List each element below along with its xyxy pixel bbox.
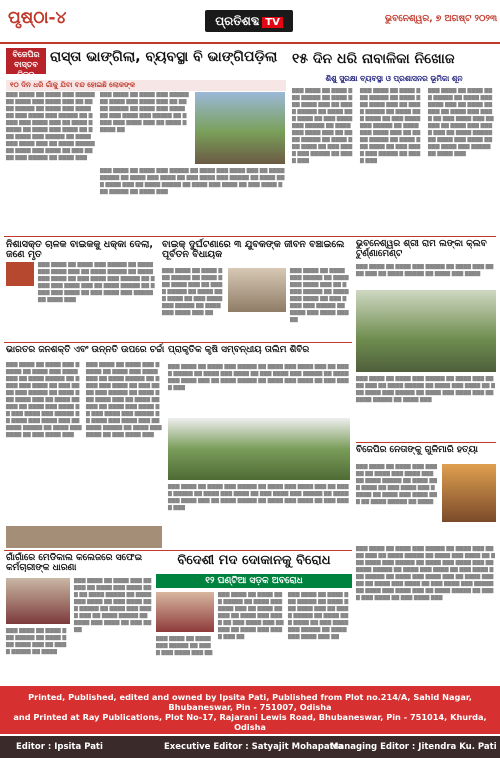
article-headline-4: ବାଇକ୍ ଦୁର୍ଘଟଣାରେ ୩ ଯୁବକଙ୍କ ଜୀବନ ବଞ୍ଚାଇଲେ ପୂର୍ବତନ ବିଧାୟକ [162, 239, 345, 261]
article-body-text: ▇▇▇ ▇▇▇▇ ▇▇ ▇▇▇▇ ▇▇▇ ▇▇▇▇▇ ▇▇ ▇▇▇▇ ▇▇▇ ▇▇▇▇ ▇▇▇ ▇▇ ▇▇▇▇ ▇▇▇▇▇ ▇▇ ▇▇▇▇ ▇▇▇ ▇▇▇▇ ▇▇ ▇▇▇ ▇▇▇▇ ▇▇▇ ▇▇▇▇▇ ▇▇ ▇▇▇▇ ▇▇▇ ▇▇▇▇ ▇▇▇ ▇▇ ▇▇▇▇ ▇▇▇▇▇ ▇▇ ▇▇▇▇ ▇▇▇ ▇▇▇▇ ▇▇ ▇▇▇ ▇▇▇▇ ▇▇▇ ▇▇▇▇▇ ▇▇ ▇▇▇▇ ▇▇▇ [100, 168, 285, 195]
executive-editor-credit: Executive Editor : Satyajit Mohapatra [164, 742, 344, 752]
article-tag: ବିଜେପିର ବାସ୍ତବ ଚିତ୍ର [6, 48, 46, 74]
imprint-line-1: Printed, Published, edited and owned by Ipsita Pati, Published from Plot no.214/A, Sahid Nagar, Bhubaneswar, Pin - 751007, Odisha [28, 692, 472, 712]
article-body-text: ▇▇▇ ▇▇▇▇ ▇▇ ▇▇▇▇ ▇▇▇ ▇▇▇▇▇ ▇▇ ▇▇▇▇ ▇▇▇ ▇▇▇▇ ▇▇▇ ▇▇ ▇▇▇▇ ▇▇▇▇▇ ▇▇ ▇▇▇▇ ▇▇▇ ▇▇▇▇ ▇▇ ▇▇▇ ▇▇▇▇ ▇▇▇ ▇▇▇▇▇ ▇▇ ▇▇▇▇ ▇▇▇ ▇▇▇▇ ▇▇▇ ▇▇ ▇▇▇▇ ▇▇▇▇▇ ▇▇ [100, 92, 189, 133]
section-divider [4, 342, 352, 343]
protest-photo [6, 578, 70, 624]
issue-date: ଭୁବନେଶ୍ୱର, ୭ ଅଗଷ୍ଟ ୨୦୨୩ [385, 14, 498, 24]
article-body-text: ▇▇▇ ▇▇▇▇ ▇▇ ▇▇▇▇ ▇▇▇ ▇▇▇▇▇ ▇▇ ▇▇▇▇ ▇▇▇ ▇▇▇▇ ▇▇▇ ▇▇ ▇▇▇▇ ▇▇▇▇▇ ▇▇ ▇▇▇▇ ▇▇▇ ▇▇▇▇ ▇▇ ▇▇▇ ▇▇▇▇ ▇▇▇ ▇▇▇▇▇ ▇▇ ▇▇▇▇ ▇▇▇ ▇▇▇▇ ▇▇▇ ▇▇ ▇▇▇▇ ▇▇▇▇▇ ▇▇ ▇▇▇▇ ▇▇▇ ▇▇▇▇ ▇▇ ▇▇▇ ▇▇▇▇ ▇▇▇ [168, 484, 349, 511]
article-body-text: ▇▇▇ ▇▇▇▇ ▇▇ ▇▇▇▇ ▇▇▇ ▇▇▇▇▇ ▇▇ ▇▇▇▇ ▇▇▇ ▇▇▇▇ ▇▇▇ ▇▇ ▇▇▇▇ ▇▇▇▇▇ ▇▇ ▇▇▇▇ ▇▇▇ ▇▇▇▇ ▇▇ ▇▇▇ ▇▇▇▇ ▇▇▇ ▇▇▇▇▇ ▇▇ ▇▇▇▇ ▇▇▇ ▇▇▇▇ ▇▇▇ ▇▇ [162, 268, 223, 316]
article-body-text: ▇▇▇ ▇▇▇▇ ▇▇ ▇▇▇▇ ▇▇▇ ▇▇▇▇▇ ▇▇ ▇▇▇▇ ▇▇▇ ▇▇▇▇ ▇▇▇ ▇▇ ▇▇▇▇ ▇▇▇▇▇ ▇▇ ▇▇▇▇ ▇▇▇ ▇▇▇▇ ▇▇ ▇▇▇ ▇▇▇▇ ▇▇▇ ▇▇▇▇▇ ▇▇ ▇▇▇▇ ▇▇▇ ▇▇▇▇ ▇▇▇ ▇▇ ▇▇▇▇ ▇▇▇▇▇ ▇▇ ▇▇▇▇ ▇▇▇ ▇▇▇▇ ▇▇ ▇▇▇ ▇▇▇▇ ▇▇▇ ▇▇▇▇▇ ▇▇ ▇▇▇▇ ▇▇▇ [38, 262, 155, 303]
article-body-text: ▇▇▇ ▇▇▇▇ ▇▇ ▇▇▇▇ ▇▇▇ ▇▇▇▇▇ ▇▇ ▇▇▇▇ ▇▇▇ ▇▇▇▇ ▇▇▇ ▇▇ ▇▇▇▇ ▇▇▇▇▇ ▇▇ ▇▇▇▇ ▇▇▇ ▇▇▇▇ ▇▇ ▇▇▇ ▇▇▇▇ ▇▇▇ ▇▇▇▇▇ ▇▇ ▇▇▇▇ ▇▇▇ ▇▇▇▇ ▇▇▇ ▇▇ [288, 592, 349, 640]
page-number-label: ପୃଷ୍ଠା-୪ [8, 8, 67, 28]
article-body-text: ▇▇▇ ▇▇▇▇ ▇▇ ▇▇▇▇ ▇▇▇ ▇▇▇▇▇ ▇▇ ▇▇▇▇ ▇▇▇ ▇▇▇▇ ▇▇▇ ▇▇ ▇▇▇▇ ▇▇▇▇▇ ▇▇ ▇▇▇▇ ▇▇▇ ▇▇▇▇ ▇▇ ▇▇▇ ▇▇▇▇ ▇▇▇ ▇▇▇▇▇ ▇▇ ▇▇▇▇ ▇▇▇ ▇▇▇▇ ▇▇▇ ▇▇ [290, 268, 349, 323]
imprint-line-2: and Printed at Ray Publications, Plot No-17, Rajarani Lewis Road, Bhubaneswar, Pin - 751014, Khurda, Odisha [13, 712, 487, 732]
masthead-logo [205, 10, 293, 32]
training-camp-photo [168, 418, 350, 480]
article-headline-9: ଗାଁଗାଁରେ ମେଡିକାଲ କଲେଜରେ ସଫେଇ କର୍ମଚାରୀଙ୍କ ଧାରଣା [6, 553, 143, 573]
article-body-text: ▇▇▇ ▇▇▇▇ ▇▇ ▇▇▇▇ ▇▇▇ ▇▇▇▇▇ ▇▇ ▇▇▇▇ ▇▇▇ ▇▇▇▇ ▇▇▇ ▇▇ ▇▇▇▇ ▇▇▇▇▇ ▇▇ ▇▇▇▇ ▇▇▇ ▇▇▇▇ ▇▇ ▇▇▇ ▇▇▇▇ ▇▇▇ ▇▇▇▇▇ ▇▇ ▇▇▇▇ ▇▇▇ ▇▇▇▇ ▇▇▇ ▇▇ ▇▇▇▇ ▇▇▇▇▇ ▇▇ ▇▇▇▇ ▇▇▇ [356, 376, 495, 403]
article-subhead-2: ଶିଶୁ ସୁରକ୍ଷା ବ୍ୟବସ୍ଥା ଓ ପ୍ରଶାସନର ଭୂମିକା ଶୂନ [325, 74, 463, 83]
imprint-footer [0, 686, 500, 734]
section-divider [4, 236, 496, 237]
road-photo [195, 92, 285, 164]
article-body-text: ▇▇▇ ▇▇▇▇ ▇▇ ▇▇▇▇ ▇▇▇ ▇▇▇▇▇ ▇▇ ▇▇▇▇ ▇▇▇ ▇▇▇▇ ▇▇▇ ▇▇ ▇▇▇▇ ▇▇▇▇▇ ▇▇ ▇▇▇▇ ▇▇▇ ▇▇▇▇ ▇▇ ▇▇▇ ▇▇▇▇ ▇▇▇ ▇▇▇▇▇ ▇▇ ▇▇▇▇ ▇▇▇ ▇▇▇▇ ▇▇▇ ▇▇ [218, 592, 284, 640]
victim-photo [6, 262, 34, 286]
article-body-text: ▇▇▇ ▇▇▇▇ ▇▇ ▇▇▇▇ ▇▇▇ ▇▇▇▇▇ ▇▇ ▇▇▇▇ ▇▇▇ ▇▇▇▇ ▇▇▇ ▇▇ ▇▇▇▇ ▇▇▇▇▇ ▇▇ ▇▇▇▇ ▇▇▇ ▇▇▇▇ ▇▇ ▇▇▇ ▇▇▇▇ ▇▇▇ ▇▇▇▇▇ ▇▇ ▇▇▇▇ ▇▇▇ ▇▇▇▇ ▇▇▇ ▇▇ ▇▇▇▇ ▇▇▇▇▇ ▇▇ ▇▇▇▇ ▇▇▇ ▇▇▇▇ ▇▇ ▇▇▇ ▇▇▇▇ ▇▇▇ ▇▇▇▇▇ ▇▇ ▇▇▇▇ ▇▇▇ ▇▇▇▇ ▇▇▇ ▇▇ ▇▇▇▇ ▇▇▇▇▇ ▇▇ ▇▇▇▇ ▇▇▇ ▇▇▇▇ ▇▇ ▇▇▇ ▇▇▇▇ ▇▇▇ [86, 362, 162, 438]
article-headline-3: ନିଶାସକ୍ତ ଚାଳକ ବାଇକକୁ ଧକ୍କା ଦେଲା, ଜଣେ ମୃତ [6, 239, 154, 261]
article-body-text: ▇▇▇ ▇▇▇▇ ▇▇ ▇▇▇▇ ▇▇▇ ▇▇▇▇▇ ▇▇ ▇▇▇▇ ▇▇▇ ▇▇▇▇ ▇▇▇ ▇▇ [156, 636, 213, 656]
article-body-text: ▇▇▇ ▇▇▇▇ ▇▇ ▇▇▇▇ ▇▇▇ ▇▇▇▇▇ ▇▇ ▇▇▇▇ ▇▇▇ ▇▇▇▇ ▇▇▇ ▇▇ ▇▇▇▇ ▇▇▇▇▇ ▇▇ ▇▇▇▇ ▇▇▇ ▇▇▇▇ ▇▇ ▇▇▇ ▇▇▇▇ ▇▇▇ ▇▇▇▇▇ ▇▇ ▇▇▇▇ ▇▇▇ ▇▇▇▇ ▇▇▇ ▇▇ ▇▇▇▇ ▇▇▇▇▇ ▇▇ ▇▇▇▇ ▇▇▇ ▇▇▇▇ ▇▇ ▇▇▇ ▇▇▇▇ ▇▇▇ ▇▇▇▇▇ ▇▇ ▇▇▇▇ ▇▇▇ ▇▇▇▇ ▇▇▇ ▇▇ ▇▇▇▇ ▇▇▇▇▇ ▇▇ ▇▇▇▇ ▇▇▇ ▇▇▇▇ ▇▇ ▇▇▇ ▇▇▇▇ ▇▇▇ [6, 362, 82, 438]
section-divider [4, 550, 352, 551]
article-body-text: ▇▇▇ ▇▇▇▇ ▇▇ ▇▇▇▇ ▇▇▇ ▇▇▇▇▇ ▇▇ ▇▇▇▇ ▇▇▇ ▇▇▇▇ ▇▇▇ ▇▇ ▇▇▇▇ ▇▇▇▇▇ ▇▇ ▇▇▇▇ ▇▇▇ ▇▇▇▇ ▇▇ ▇▇▇ ▇▇▇▇ ▇▇▇ ▇▇▇▇▇ ▇▇ ▇▇▇▇ ▇▇▇ ▇▇▇▇ ▇▇▇ ▇▇ ▇▇▇▇ ▇▇▇▇▇ ▇▇ ▇▇▇▇ ▇▇▇ ▇▇▇▇ ▇▇ ▇▇▇ ▇▇▇▇ ▇▇▇ ▇▇▇▇▇ ▇▇ ▇▇▇▇ ▇▇▇ ▇▇▇▇ ▇▇▇ ▇▇ ▇▇▇▇ ▇▇▇▇▇ ▇▇ ▇▇▇▇ ▇▇▇ ▇▇▇▇ ▇▇ ▇▇▇ ▇▇▇▇ ▇▇▇ ▇▇▇▇▇ ▇▇ ▇▇▇▇ ▇▇▇ ▇▇▇▇ ▇▇▇ ▇▇ ▇▇▇▇ ▇▇▇▇▇ ▇▇ ▇▇▇▇ ▇▇▇ ▇▇▇▇ ▇▇ ▇▇▇ ▇▇▇▇ ▇▇▇ [356, 546, 495, 601]
article-headline-7: ପ୍ରାକୃତିକ କୃଷି ସମ୍ବନ୍ଧୀୟ ତାଲିମ ଶିବିର [168, 345, 310, 355]
event-photo [6, 526, 162, 548]
article-banner-10: ୧୨ ଘଣ୍ଟିଆ ସଡ଼କ ଅବରୋଧ [156, 574, 352, 588]
article-body-text: ▇▇▇ ▇▇▇▇ ▇▇ ▇▇▇▇ ▇▇▇ ▇▇▇▇▇ ▇▇ ▇▇▇▇ ▇▇▇ ▇▇▇▇ ▇▇▇ ▇▇ ▇▇▇▇ ▇▇▇▇▇ ▇▇ ▇▇▇▇ ▇▇▇ ▇▇▇▇ ▇▇ ▇▇▇ ▇▇▇▇ ▇▇▇ ▇▇▇▇▇ ▇▇ ▇▇▇▇ ▇▇▇ ▇▇▇▇ ▇▇▇ ▇▇ ▇▇▇▇ ▇▇▇▇▇ ▇▇ ▇▇▇▇ ▇▇▇ ▇▇▇▇ ▇▇ ▇▇▇ ▇▇▇▇ ▇▇▇ ▇▇▇▇▇ ▇▇ ▇▇▇▇ ▇▇▇ [428, 88, 494, 157]
editor-bar [0, 736, 500, 758]
article-headline-1: ରାସ୍ତା ଭାଙ୍ଗିଲା, ବ୍ୟବସ୍ଥା ବି ଭାଙ୍ଗିପଡ଼ିଲା [50, 49, 278, 65]
article-body-text: ▇▇▇ ▇▇▇▇ ▇▇ ▇▇▇▇ ▇▇▇ ▇▇▇▇▇ ▇▇ ▇▇▇▇ ▇▇▇ ▇▇▇▇ ▇▇▇ ▇▇ ▇▇▇▇ ▇▇▇▇▇ ▇▇ ▇▇▇▇ ▇▇▇ ▇▇▇▇ ▇▇ ▇▇▇ ▇▇▇▇ ▇▇▇ ▇▇▇▇▇ ▇▇ ▇▇▇▇ ▇▇▇ ▇▇▇▇ ▇▇▇ ▇▇ ▇▇▇▇ ▇▇▇▇▇ ▇▇ ▇▇▇▇ ▇▇▇ ▇▇▇▇ ▇▇ ▇▇▇ ▇▇▇▇ ▇▇▇ ▇▇▇▇▇ ▇▇ ▇▇▇▇ ▇▇▇ [360, 88, 421, 164]
article-subhead-1: ୧୦ ଦିନ ଧରି ଗାଁକୁ ଯିବା ବନ୍ଦ ହୋଇଛି ଲୋକଙ୍କ [6, 80, 286, 91]
article-body-text: ▇▇▇ ▇▇▇▇ ▇▇ ▇▇▇▇ ▇▇▇ ▇▇▇▇▇ ▇▇ ▇▇▇▇ ▇▇▇ ▇▇▇▇ ▇▇▇ ▇▇ ▇▇▇▇ ▇▇▇▇▇ ▇▇ ▇▇▇▇ ▇▇▇ ▇▇▇▇ [356, 264, 494, 277]
header-rule [0, 42, 500, 44]
leader-portrait [442, 464, 496, 522]
article-headline-10: ବିଦେଶୀ ମଦ ଦୋକାନକୁ ବିରୋଧ [177, 553, 331, 568]
tournament-photo [356, 290, 496, 372]
article-body-text: ▇▇▇ ▇▇▇▇ ▇▇ ▇▇▇▇ ▇▇▇ ▇▇▇▇▇ ▇▇ ▇▇▇▇ ▇▇▇ ▇▇▇▇ ▇▇▇ ▇▇ ▇▇▇▇ ▇▇▇▇▇ ▇▇ ▇▇▇▇ [6, 628, 67, 655]
liquor-protest-photo [156, 592, 214, 632]
managing-editor-credit: Managing Editor : Jitendra Ku. Pati [330, 742, 497, 752]
article-body-text: ▇▇▇ ▇▇▇▇ ▇▇ ▇▇▇▇ ▇▇▇ ▇▇▇▇▇ ▇▇ ▇▇▇▇ ▇▇▇ ▇▇▇▇ ▇▇▇ ▇▇ ▇▇▇▇ ▇▇▇▇▇ ▇▇ ▇▇▇▇ ▇▇▇ ▇▇▇▇ ▇▇ ▇▇▇ ▇▇▇▇ ▇▇▇ ▇▇▇▇▇ ▇▇ ▇▇▇▇ ▇▇▇ ▇▇▇▇ ▇▇▇ ▇▇ ▇▇▇▇ ▇▇▇▇▇ ▇▇ ▇▇▇▇ ▇▇▇ ▇▇▇▇ ▇▇ ▇▇▇ ▇▇▇▇ ▇▇▇ [168, 364, 349, 391]
article-headline-2: ୧୫ ଦିନ ଧରି ନାବାଳିକା ନିଖୋଜ [292, 51, 455, 67]
article-body-text: ▇▇▇ ▇▇▇▇ ▇▇ ▇▇▇▇ ▇▇▇ ▇▇▇▇▇ ▇▇ ▇▇▇▇ ▇▇▇ ▇▇▇▇ ▇▇▇ ▇▇ ▇▇▇▇ ▇▇▇▇▇ ▇▇ ▇▇▇▇ ▇▇▇ ▇▇▇▇ ▇▇ ▇▇▇ ▇▇▇▇ ▇▇▇ ▇▇▇▇▇ ▇▇ ▇▇▇▇ ▇▇▇ ▇▇▇▇ ▇▇▇ ▇▇ ▇▇▇▇ ▇▇▇▇▇ ▇▇ ▇▇▇▇ ▇▇▇ ▇▇▇▇ ▇▇ ▇▇▇ ▇▇▇▇ [74, 578, 152, 633]
article-body-text: ▇▇▇ ▇▇▇▇ ▇▇ ▇▇▇▇ ▇▇▇ ▇▇▇▇▇ ▇▇ ▇▇▇▇ ▇▇▇ ▇▇▇▇ ▇▇▇ ▇▇ ▇▇▇▇ ▇▇▇▇▇ ▇▇ ▇▇▇▇ ▇▇▇ ▇▇▇▇ ▇▇ ▇▇▇ ▇▇▇▇ ▇▇▇ ▇▇▇▇▇ ▇▇ ▇▇▇▇ ▇▇▇ ▇▇▇▇ ▇▇▇ ▇▇ ▇▇▇▇ ▇▇▇▇▇ ▇▇ ▇▇▇▇ [356, 464, 438, 505]
article-body-text: ▇▇▇ ▇▇▇▇ ▇▇ ▇▇▇▇ ▇▇▇ ▇▇▇▇▇ ▇▇ ▇▇▇▇ ▇▇▇ ▇▇▇▇ ▇▇▇ ▇▇ ▇▇▇▇ ▇▇▇▇▇ ▇▇ ▇▇▇▇ ▇▇▇ ▇▇▇▇ ▇▇ ▇▇▇ ▇▇▇▇ ▇▇▇ ▇▇▇▇▇ ▇▇ ▇▇▇▇ ▇▇▇ ▇▇▇▇ ▇▇▇ ▇▇ ▇▇▇▇ ▇▇▇▇▇ ▇▇ ▇▇▇▇ ▇▇▇ ▇▇▇▇ ▇▇ ▇▇▇ ▇▇▇▇ ▇▇▇ ▇▇▇▇▇ ▇▇ ▇▇▇▇ ▇▇▇ ▇▇▇▇ ▇▇▇ ▇▇ ▇▇▇▇ ▇▇▇▇▇ ▇▇ ▇▇▇▇ ▇▇▇ ▇▇▇▇ ▇▇ ▇▇▇ ▇▇▇▇ ▇▇▇ ▇▇▇▇▇ ▇▇ ▇▇▇▇ ▇▇▇ [6, 92, 95, 161]
editor-credit: Editor : Ipsita Pati [16, 742, 103, 752]
article-headline-8: ବିଜେପିର ନେତାଙ୍କୁ ଗୁଳିମାରି ହତ୍ୟା [356, 445, 478, 455]
logo-text: ପ୍ରତିଶବ୍ଦ [215, 14, 260, 28]
section-divider [356, 442, 496, 443]
logo-tv-badge: TV [262, 17, 283, 28]
article-headline-5: ଭୁବନେଶ୍ୱର ଶ୍ରୀ ରାମ ଲଙ୍କା କ୍ଲବ ଟୁର୍ଣ୍ଣାମେଣ୍ଟ [356, 239, 487, 259]
article-body-text: ▇▇▇ ▇▇▇▇ ▇▇ ▇▇▇▇ ▇▇▇ ▇▇▇▇▇ ▇▇ ▇▇▇▇ ▇▇▇ ▇▇▇▇ ▇▇▇ ▇▇ ▇▇▇▇ ▇▇▇▇▇ ▇▇ ▇▇▇▇ ▇▇▇ ▇▇▇▇ ▇▇ ▇▇▇ ▇▇▇▇ ▇▇▇ ▇▇▇▇▇ ▇▇ ▇▇▇▇ ▇▇▇ ▇▇▇▇ ▇▇▇ ▇▇ ▇▇▇▇ ▇▇▇▇▇ ▇▇ ▇▇▇▇ ▇▇▇ ▇▇▇▇ ▇▇ ▇▇▇ ▇▇▇▇ ▇▇▇ ▇▇▇▇▇ ▇▇ ▇▇▇▇ ▇▇▇ [292, 88, 353, 164]
accident-photo [228, 268, 286, 312]
article-headline-6: ଭାରତର ଜନଶକ୍ତି ଏବଂ ଉନ୍ନତି ଉପରେ ଚର୍ଚ୍ଚା [6, 345, 165, 355]
